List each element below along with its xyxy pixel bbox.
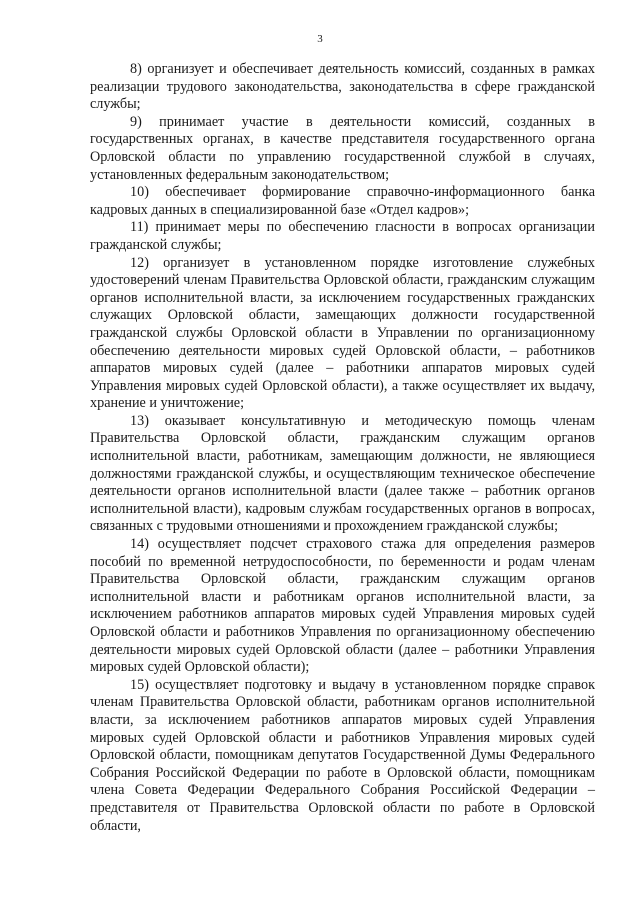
list-item-11: 11) принимает меры по обеспечению гласности в вопросах организации гражданской службы;	[90, 219, 595, 253]
list-item-12: 12) организует в установленном порядке изготовление служебных удостоверений членам Правительства Орловской области, гражданским служащим органов исполнительной власти, за исключением государственных гражданских служащих Орловской области, замещающих должности государственной гражданской службы Орловской области в Управлении по организационному обеспечению деятельности мировых судей Орловской области, – работников аппаратов мировых судей (далее – работники аппаратов мировых судей Управления мировых судей Орловской области), а также осуществляет их выдачу, хранение и уничтожение;	[90, 254, 595, 412]
list-item-10: 10) обеспечивает формирование справочно-информационного банка кадровых данных в специализированной базе «Отдел кадров»;	[90, 184, 595, 218]
list-item-8: 8) организует и обеспечивает деятельность комиссий, созданных в рамках реализации трудового законодательства, законодательства в сфере гражданской службы;	[90, 61, 595, 113]
page-number: 3	[317, 33, 323, 45]
list-item-15: 15) осуществляет подготовку и выдачу в установленном порядке справок членам Правительства Орловской области, работникам органов исполнительной власти, за исключением работников аппаратов мировых судей Управления мировых судей Орловской области и работников Управления мировых судей Орловской области, помощникам депутатов Государственной Думы Федерального Собрания Российской Федерации по работе в Орловской области, помощникам члена Совета Федерации Федерального Собрания Российской Федерации – представителя от Правительства Орловской области по работе в Орловской области,	[90, 676, 595, 834]
list-item-13: 13) оказывает консультативную и методическую помощь членам Правительства Орловской области, гражданским служащим органов исполнительной власти, работникам, замещающим должности, не являющиеся должностями гражданской службы, и осуществляющим техническое обеспечение деятельности органов исполнительной власти (далее также – работник органов исполнительной власти), кадровым службам государственных органов в вопросах, связанных с трудовыми отношениями и прохождением гражданской службы;	[90, 412, 595, 535]
list-item-14: 14) осуществляет подсчет страхового стажа для определения размеров пособий по временной нетрудоспособности, по беременности и родам членам Правительства Орловской области, гражданским служащим органов исполнительной власти и работникам органов исполнительной власти, за исключением работников аппаратов мировых судей Управления мировых судей Орловской области и работников Управления по организационному обеспечению деятельности мировых судей Орловской области (далее – работники Управления мировых судей Орловской области);	[90, 536, 595, 676]
document-body	[90, 61, 595, 835]
list-item-9: 9) принимает участие в деятельности комиссий, созданных в государственных органах, в качестве представителя государственного органа Орловской области по управлению государственной службой в случаях, установленных федеральным законодательством;	[90, 113, 595, 183]
